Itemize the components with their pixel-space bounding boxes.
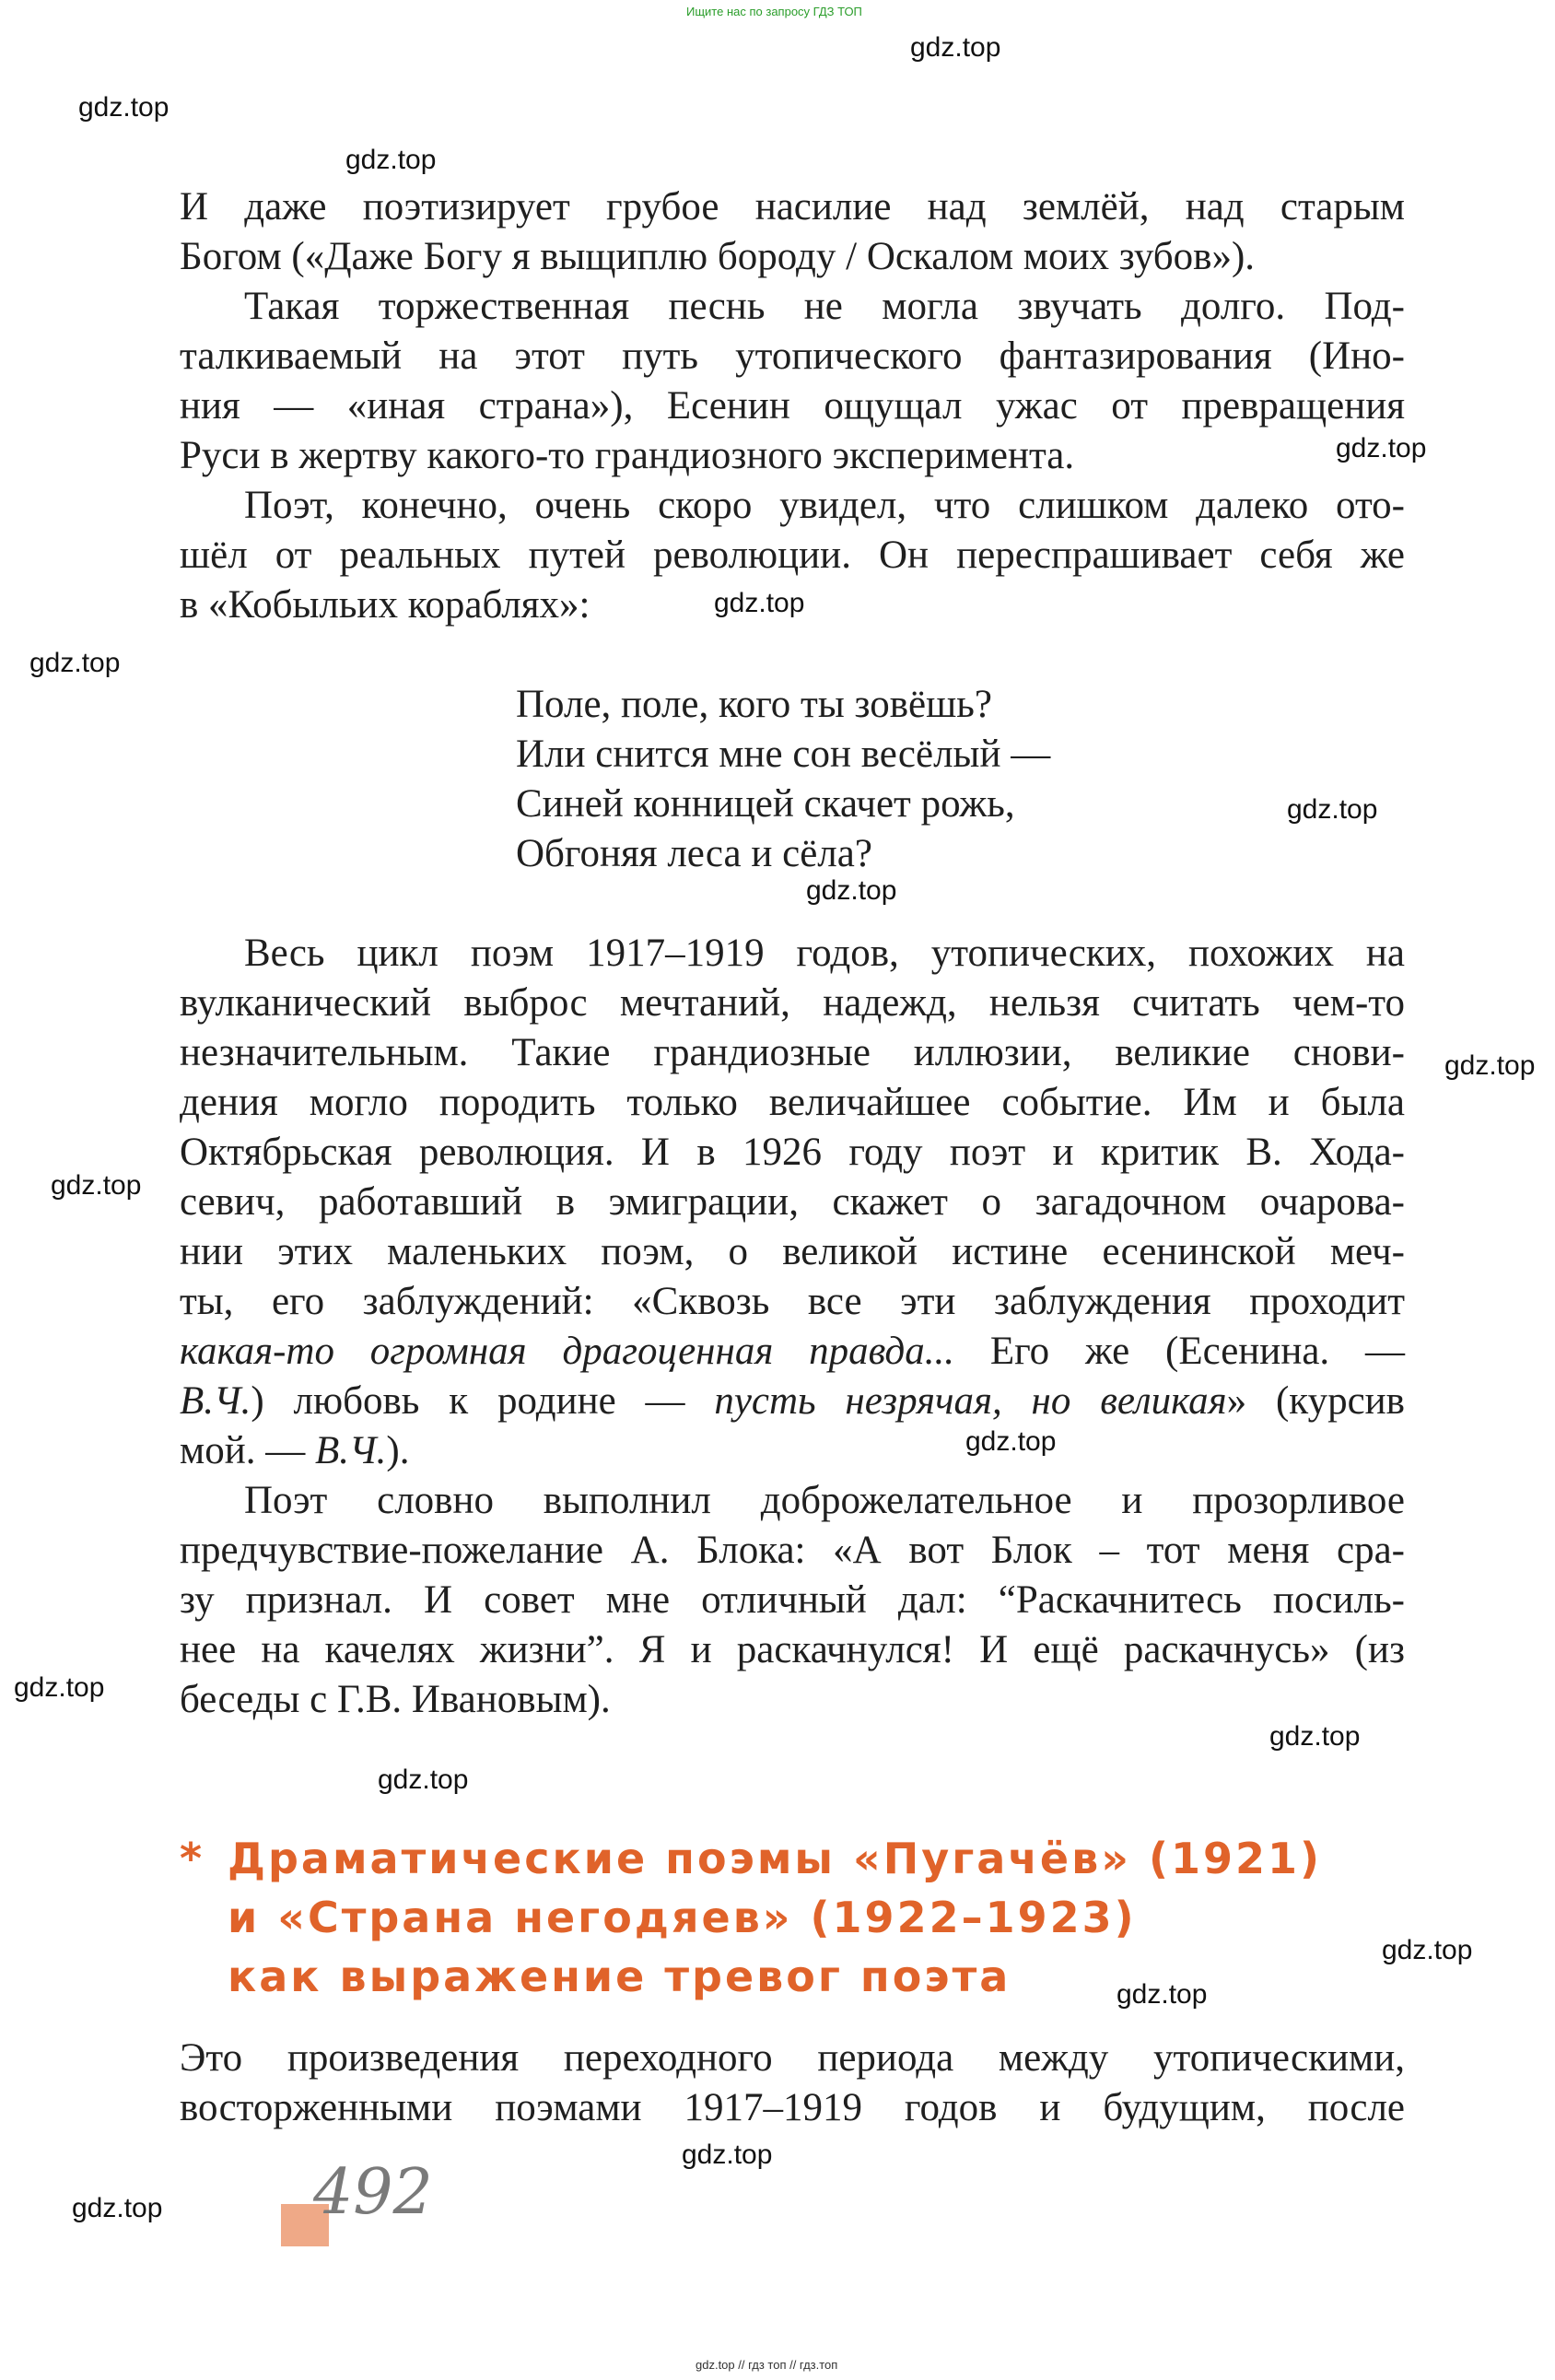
poem-line: Или снится мне сон весёлый — xyxy=(516,733,1051,776)
watermark: gdz.top xyxy=(14,1672,105,1703)
paragraph-2 xyxy=(180,282,1405,481)
text-line: Богом («Даже Богу я выщиплю бороду / Оскалом моих зубов»). xyxy=(180,235,1256,278)
poem-quote xyxy=(516,680,1050,879)
text-run: ) любовь к родине — xyxy=(251,1379,715,1423)
watermark: gdz.top xyxy=(1336,433,1427,463)
text-line xyxy=(180,1426,1405,1476)
text-line: ты, его заблуждений: «Сквозь все эти заблуждения проходит xyxy=(180,1280,1405,1323)
watermark: gdz.top xyxy=(965,1426,1057,1457)
paragraph-4 xyxy=(180,929,1405,1476)
watermark: gdz.top xyxy=(378,1764,469,1795)
poem-line: Поле, поле, кого ты зовёшь? xyxy=(516,683,992,726)
text-line: зу признал. И совет мне отличный дал: “Раскачнитесь посиль- xyxy=(180,1578,1405,1622)
text-run: ). xyxy=(386,1429,410,1472)
text-line: Такая торжественная песнь не могла звучать долго. Под- xyxy=(244,285,1405,328)
watermark: gdz.top xyxy=(78,92,170,123)
watermark: gdz.top xyxy=(72,2193,163,2223)
text-line: Весь цикл поэм 1917–1919 годов, утопических, похожих на xyxy=(244,932,1405,975)
watermark: gdz.top xyxy=(1269,1721,1361,1752)
paragraph-5 xyxy=(180,1476,1405,1725)
text-line: Поэт словно выполнил доброжелательное и прозорливое xyxy=(244,1479,1405,1522)
text-line: предчувствие-пожелание А. Блока: «А вот Блок – тот меня сра- xyxy=(180,1529,1405,1572)
watermark: gdz.top xyxy=(1382,1935,1473,1965)
watermark: gdz.top xyxy=(682,2140,773,2170)
text-line: восторженными поэмами 1917–1919 годов и будущим, после xyxy=(180,2086,1405,2129)
heading-line: как выражение тревог поэта xyxy=(228,1952,1011,2001)
text-line xyxy=(180,1327,1405,1377)
text-line: ния — «иная страна»), Есенин ощущал ужас от превращения xyxy=(180,384,1405,428)
paragraph-3 xyxy=(180,481,1405,630)
watermark: gdz.top xyxy=(51,1170,142,1201)
italic-initials: В.Ч. xyxy=(314,1429,387,1472)
watermark: gdz.top xyxy=(714,588,805,618)
top-note: Ищите нас по запросу ГДЗ ТОП xyxy=(686,5,862,18)
watermark: gdz.top xyxy=(1287,794,1378,825)
text-line xyxy=(180,1377,1405,1426)
text-line: севич, работавший в эмиграции, скажет о загадочном очарова- xyxy=(180,1180,1405,1224)
italic-quote: какая-то огромная драгоценная правда... xyxy=(180,1330,954,1373)
asterisk-icon: * xyxy=(180,1834,205,1883)
text-line: Октябрьская революция. И в 1926 году поэт и критик В. Хода- xyxy=(180,1131,1405,1174)
text-line: талкиваемый на этот путь утопического фантазирования (Ино- xyxy=(180,334,1405,378)
poem-line: Синей конницей скачет рожь, xyxy=(516,782,1015,826)
text-line: беседы с Г.В. Ивановым). xyxy=(180,1678,611,1721)
text-run: » (курсив xyxy=(1226,1379,1405,1423)
paragraph-1 xyxy=(180,182,1405,282)
text-line: Поэт, конечно, очень скоро увидел, что слишком далеко ото- xyxy=(244,484,1405,527)
watermark: gdz.top xyxy=(1117,1979,1208,2010)
section-heading xyxy=(180,1829,1322,2006)
watermark: gdz.top xyxy=(345,145,437,175)
text-line: вулканический выброс мечтаний, надежд, нельзя считать чем-то xyxy=(180,981,1405,1025)
text-line: незначительным. Такие грандиозные иллюзии, великие снови- xyxy=(180,1031,1405,1074)
text-line: нее на качелях жизни”. Я и раскачнулся! И ещё раскачнусь» (из xyxy=(180,1628,1405,1671)
text-run: Его же (Есенина. — xyxy=(954,1330,1405,1373)
watermark: gdz.top xyxy=(910,32,1001,63)
italic-quote: пусть незрячая, но великая xyxy=(714,1379,1227,1423)
text-line: дения могло породить только величайшее событие. Им и была xyxy=(180,1081,1405,1124)
text-line: Руси в жертву какого-то грандиозного эксперимента. xyxy=(180,434,1075,477)
watermark: gdz.top xyxy=(806,875,897,906)
text-run: мой. — xyxy=(180,1429,315,1472)
text-line: И даже поэтизирует грубое насилие над землёй, над старым xyxy=(180,185,1405,229)
italic-initials: В.Ч. xyxy=(180,1379,251,1423)
text-line: в «Кобыльих кораблях»: xyxy=(180,583,590,627)
text-line: нии этих маленьких поэм, о великой истине есенинской меч- xyxy=(180,1230,1405,1273)
text-line: Это произведения переходного периода между утопическими, xyxy=(180,2036,1405,2080)
page-number: 492 xyxy=(313,2156,433,2229)
watermark: gdz.top xyxy=(1444,1050,1536,1081)
watermark: gdz.top xyxy=(29,648,121,678)
text-line: шёл от реальных путей революции. Он переспрашивает себя же xyxy=(180,533,1405,577)
poem-line: Обгоняя леса и сёла? xyxy=(516,832,872,875)
heading-line: Драматические поэмы «Пугачёв» (1921) xyxy=(228,1834,1323,1883)
heading-line: и «Страна негодяев» (1922–1923) xyxy=(228,1893,1137,1942)
paragraph-6 xyxy=(180,2034,1405,2133)
footer-note: gdz.top // гдз топ // гдз.топ xyxy=(696,2358,838,2372)
